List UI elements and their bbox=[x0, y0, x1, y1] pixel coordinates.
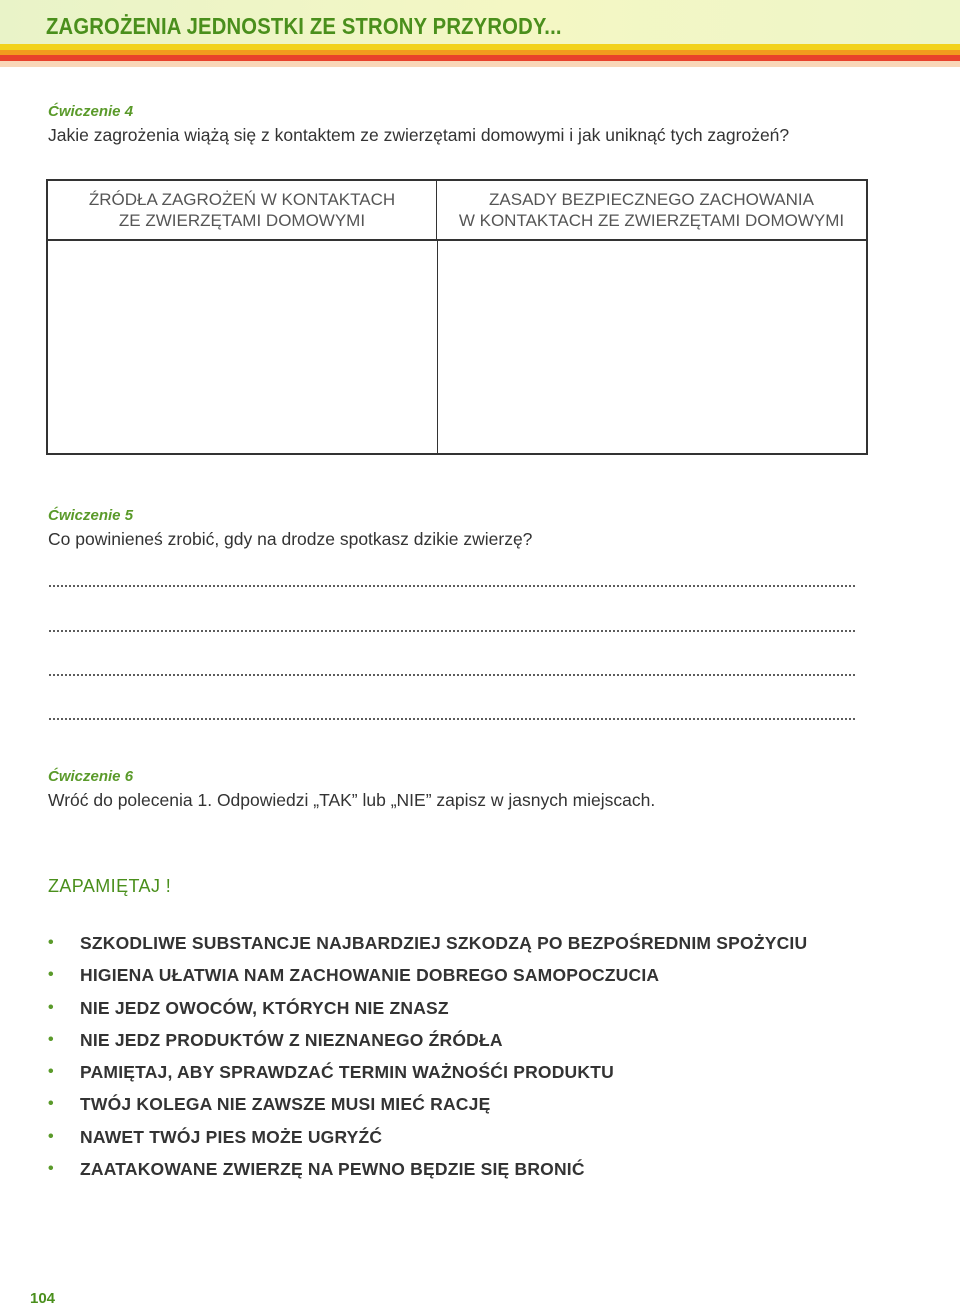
list-item bbox=[48, 995, 807, 1027]
bullet-icon: • bbox=[48, 1127, 54, 1145]
bullet-icon: • bbox=[48, 1030, 54, 1048]
answer-line-1[interactable] bbox=[48, 585, 856, 587]
worksheet-table bbox=[46, 179, 868, 455]
rule-text: SZKODLIWE SUBSTANCJE NAJBARDZIEJ SZKODZĄ PO BEZPOŚREDNIM SPOŻYCIU bbox=[80, 933, 808, 953]
rule-text: TWÓJ KOLEGA NIE ZAWSZE MUSI MIEĆ RACJĘ bbox=[80, 1094, 491, 1115]
remember-list bbox=[48, 930, 807, 1188]
bullet-icon: • bbox=[48, 1063, 54, 1081]
bullet-icon: • bbox=[48, 966, 54, 984]
header-band bbox=[0, 0, 960, 70]
rule-text: NIE JEDZ PRODUKTÓW Z NIEZNANEGO ŹRÓDŁA bbox=[80, 1029, 503, 1050]
list-item bbox=[48, 962, 807, 994]
remember-heading: ZAPAMIĘTAJ ! bbox=[48, 876, 172, 896]
table-header-left-line-2: ZE ZWIERZĘTAMI DOMOWYMI bbox=[118, 211, 366, 230]
table-header-right-line-2: W KONTAKTACH ZE ZWIERZĘTAMI DOMOWYMI bbox=[458, 211, 845, 230]
list-item bbox=[48, 1156, 807, 1188]
list-item bbox=[48, 1124, 807, 1156]
table-header-safety-rules bbox=[437, 181, 866, 241]
exercise-4-label: Ćwiczenie 4 bbox=[48, 103, 134, 120]
exercise-5-question: Co powinieneś zrobić, gdy na drodze spotkasz dzikie zwierzę? bbox=[48, 529, 533, 549]
page-number: 104 bbox=[30, 1290, 56, 1307]
answer-line-2[interactable] bbox=[48, 630, 856, 632]
bullet-icon: • bbox=[48, 998, 54, 1016]
exercise-4-question: Jakie zagrożenia wiążą się z kontaktem ze zwierzętami domowymi i jak uniknąć tych zagrożeń? bbox=[48, 125, 790, 145]
bullet-icon: • bbox=[48, 1095, 54, 1113]
list-item bbox=[48, 1091, 807, 1123]
rule-text: HIGIENA UŁATWIA NAM ZACHOWANIE DOBREGO SAMOPOCZUCIA bbox=[80, 965, 660, 986]
rule-text: PAMIĘTAJ, ABY SPRAWDZAĆ TERMIN WAŻNOŚĆI PRODUKTU bbox=[80, 1062, 614, 1083]
exercise-5-label: Ćwiczenie 5 bbox=[48, 507, 134, 524]
answer-cell-threat-sources[interactable] bbox=[48, 241, 438, 453]
list-item bbox=[48, 1027, 807, 1059]
table-header-left-line-1: ŹRÓDŁA ZAGROŻEŃ W KONTAKTACH bbox=[88, 190, 396, 209]
rule-text: NAWET TWÓJ PIES MOŻE UGRYŹĆ bbox=[80, 1126, 383, 1147]
list-item bbox=[48, 1059, 807, 1091]
header-stripe-pale bbox=[0, 61, 960, 67]
answer-line-4[interactable] bbox=[48, 718, 856, 720]
table-header-right-line-1: ZASADY BEZPIECZNEGO ZACHOWANIA bbox=[489, 190, 814, 209]
exercise-6-question: Wróć do polecenia 1. Odpowiedzi „TAK” lub „NIE” zapisz w jasnych miejscach. bbox=[48, 790, 656, 810]
chapter-title: ZAGROŻENIA JEDNOSTKI ZE STRONY PRZYRODY... bbox=[46, 13, 562, 39]
bullet-icon: • bbox=[48, 934, 54, 951]
exercise-6-label: Ćwiczenie 6 bbox=[48, 768, 134, 785]
list-item bbox=[48, 930, 807, 962]
rule-text: ZAATAKOWANE ZWIERZĘ NA PEWNO BĘDZIE SIĘ BRONIĆ bbox=[80, 1159, 585, 1180]
answer-cell-safety-rules[interactable] bbox=[437, 241, 866, 453]
rule-text: NIE JEDZ OWOCÓW, KTÓRYCH NIE ZNASZ bbox=[80, 997, 449, 1018]
table-header-threat-sources bbox=[48, 181, 437, 241]
bullet-icon: • bbox=[48, 1160, 54, 1178]
answer-line-3[interactable] bbox=[48, 674, 856, 676]
